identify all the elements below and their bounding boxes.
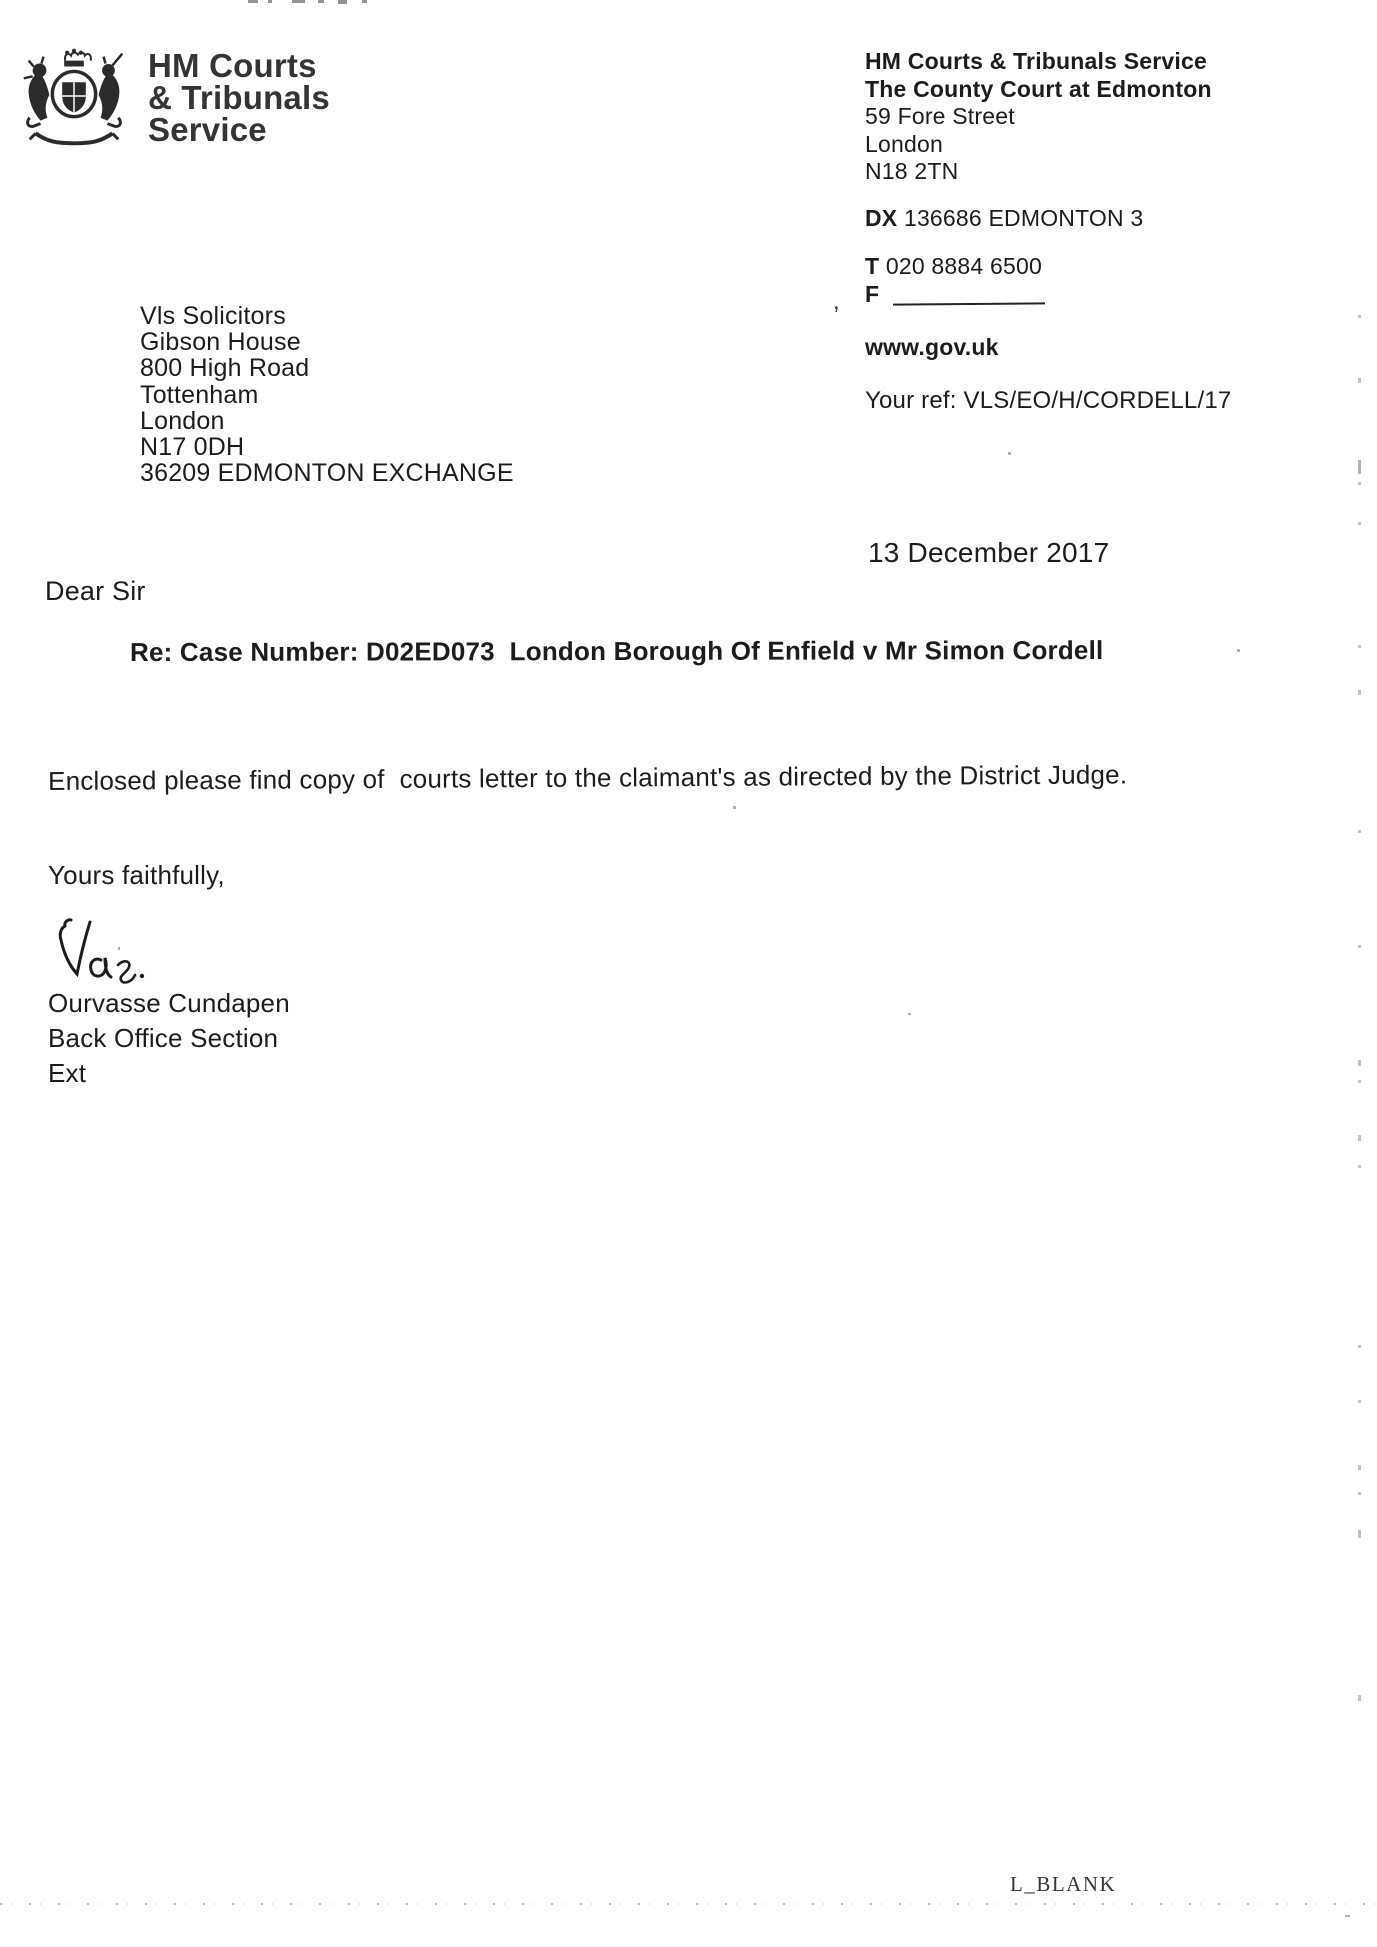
scan-artifact — [292, 0, 305, 3]
scan-artifact — [1358, 460, 1361, 474]
hmcts-logo-wordmark — [148, 47, 330, 148]
scan-artifact — [1358, 1135, 1361, 1141]
court-dx-line — [865, 205, 1345, 233]
scan-artifact — [1358, 1400, 1361, 1403]
scan-artifact — [1345, 1915, 1350, 1917]
recipient-line: 800 High Road — [140, 354, 310, 383]
dx-label: DX — [865, 204, 898, 231]
scan-artifact — [1358, 690, 1361, 695]
scan-artifact — [1358, 1165, 1361, 1168]
recipient-line: N17 0DH — [140, 433, 245, 462]
logo-line-1: HM Courts — [148, 47, 317, 84]
dx-value: 136686 EDMONTON 3 — [903, 204, 1144, 231]
letter-date: 13 December 2017 — [868, 537, 1110, 568]
scan-artifact — [268, 0, 272, 3]
recipient-line: Tottenham — [140, 380, 259, 409]
scan-artifact — [1358, 1060, 1361, 1066]
royal-coat-of-arms-icon — [10, 46, 138, 150]
court-website: www.gov.uk — [865, 333, 999, 360]
recipient-line: Gibson House — [140, 328, 301, 357]
court-phone-line — [865, 253, 1345, 281]
scan-artifact — [318, 0, 324, 3]
court-fax-line — [865, 281, 1345, 309]
scan-artifact — [1358, 1080, 1361, 1083]
your-ref-value: VLS/EO/H/CORDELL/17 — [963, 387, 1232, 414]
signatory-extension: Ext — [48, 1058, 87, 1088]
recipient-address-block — [140, 303, 514, 486]
phone-value: 020 8884 6500 — [885, 253, 1042, 279]
scan-artifact — [1358, 522, 1361, 525]
document-footer-tag: L_BLANK — [1010, 1872, 1117, 1896]
scan-artifact — [733, 806, 736, 809]
subject-line: Re: Case Number: D02ED073 London Borough Of Enfield v Mr Simon Cordell — [129, 634, 1104, 668]
scan-artifact — [248, 0, 258, 3]
scan-artifact — [1358, 1492, 1361, 1495]
scan-edge-rule — [0, 1903, 1377, 1905]
phone-label: T — [865, 253, 880, 279]
fax-blank-rule — [893, 302, 1045, 305]
signatory-department: Back Office Section — [48, 1023, 279, 1053]
scan-artifact — [1358, 1530, 1361, 1538]
spacer — [865, 186, 1345, 205]
scan-artifact — [1358, 1465, 1361, 1470]
signatory-name: Ourvasse Cundapen — [48, 988, 290, 1018]
body-paragraph: Enclosed please find copy of courts letter to the claimant's as directed by the District Judge. — [48, 759, 1128, 796]
recipient-line: London — [140, 406, 225, 435]
logo-line-2: & Tribunals — [148, 79, 330, 116]
scan-artifact — [1358, 378, 1361, 383]
recipient-line: Vls Solicitors — [140, 302, 286, 330]
scan-artifact — [118, 947, 120, 950]
scan-artifact — [338, 0, 347, 4]
scan-artifact: , — [833, 288, 840, 315]
court-name: The County Court at Edmonton — [865, 75, 1212, 102]
scan-artifact — [1358, 830, 1361, 833]
closing-phrase: Yours faithfully, — [48, 860, 225, 890]
scan-artifact — [1358, 1345, 1361, 1348]
scan-artifact — [362, 0, 367, 3]
court-street: 59 Fore Street — [865, 103, 1015, 129]
court-city: London — [865, 130, 943, 157]
logo-line-3: Service — [148, 111, 267, 148]
scan-artifact — [1237, 649, 1240, 652]
your-ref-label: Your ref: — [865, 387, 957, 414]
court-contact-block — [865, 48, 1345, 415]
spacer — [865, 232, 1345, 253]
scan-artifact — [1358, 1695, 1361, 1701]
fax-label: F — [865, 280, 880, 307]
recipient-line: 36209 EDMONTON EXCHANGE — [140, 459, 514, 488]
scan-artifact — [1358, 645, 1361, 648]
court-org-name: HM Courts & Tribunals Service — [865, 48, 1207, 74]
salutation: Dear Sir — [45, 576, 146, 606]
handwritten-signature — [52, 916, 184, 994]
scan-artifact — [1008, 452, 1011, 455]
your-ref-line — [865, 387, 1345, 415]
scan-artifact — [1358, 482, 1361, 485]
scan-artifact — [1358, 315, 1361, 318]
court-postcode: N18 2TN — [865, 158, 959, 184]
scan-artifact — [1358, 945, 1361, 948]
scan-artifact — [908, 1013, 911, 1015]
